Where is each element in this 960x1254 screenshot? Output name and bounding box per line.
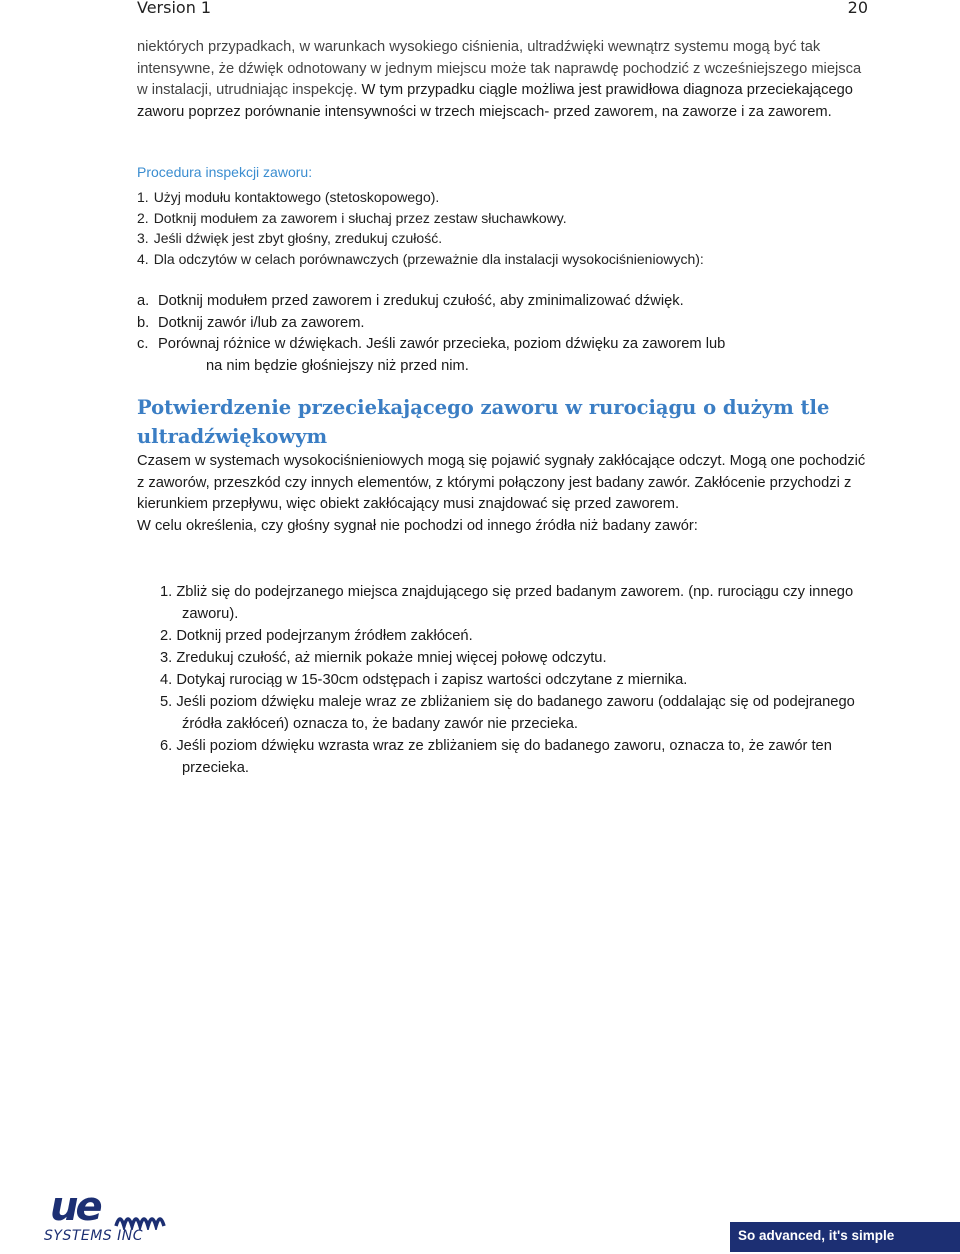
substep-text: Dotknij modułem przed zaworem i zredukuj czułość, aby zminimalizować dźwięk. [158, 293, 684, 309]
substep-label: b. [137, 314, 150, 331]
list-item: 1. Zbliż się do podejrzanego miejsca znajdującego się przed badanym zaworem. (np. rurociągu czy innego zaworu). [160, 584, 854, 622]
company-logo [42, 1184, 166, 1250]
step-text: Dla odczytów w celach porównawczych (przeważnie dla instalacji wysokociśnieniowych): [153, 250, 704, 267]
procedure-title: Procedura inspekcji zaworu: [137, 164, 313, 180]
page-number: 20 [847, 0, 868, 17]
substep-label: c. [137, 336, 149, 352]
page-header [0, 0, 960, 20]
list-item: 2. Dotknij przed podejrzanym źródłem zakłóceń. [160, 628, 473, 644]
step-text: Dotknij modułem za zaworem i słuchaj przez zestaw słuchawkowy. [153, 209, 567, 226]
list-item: 5. Jeśli poziom dźwięku maleje wraz ze zbliżaniem się do badanego zaworu (oddalając się od podejranego źródła zakłóceń) oznacza to, że badany zawór nie przecieka. [160, 694, 855, 732]
substep-text: Porównaj różnice w dźwiękach. Jeśli zawór przecieka, poziom dźwięku za zaworem lub [158, 336, 726, 352]
procedure-substeps [137, 291, 877, 377]
document-version: Version 1 [137, 0, 212, 17]
logo-subtitle: SYSTEMS INC [44, 1228, 144, 1244]
step-number: 2. [137, 209, 149, 226]
intro-paragraph [137, 37, 870, 123]
intro-text-part-1: niektórych przypadkach, w warunkach wysokiego ciśnienia, ultradźwięki wewnątrz systemu mogą być tak intensywne, że dźwięk odnotowany w jednym miejscu może tak naprawdę pochodzić z wcześniejszego miejsca w instalacji, utrudniając inspekcję. [137, 39, 862, 98]
section-paragraph: Czasem w systemach wysokociśnieniowych mogą się pojawić sygnały zakłócające odczyt. Mogą one pochodzić z zaworów, przeszkód czy innych elementów, z którymi połączony jest badany zawór. Zakłócenie przychodzi z kierunkiem przepływu, więc obiekt zakłócający musi znajdować się przed zaworem. [137, 453, 866, 512]
list-item [137, 291, 877, 313]
list-item: 4. Dotykaj rurociąg w 15-30cm odstępach i zapisz wartości odczytane z miernika. [160, 672, 688, 688]
procedure-steps [137, 187, 877, 269]
step-number: 3. [137, 230, 149, 246]
section-heading: Potwierdzenie przeciekającego zaworu w rurociągu o dużym tle ultradźwiękowym [137, 396, 830, 448]
section-paragraph-2: W celu określenia, czy głośny sygnał nie pochodzi od innego źródła niż badany zawór: [137, 517, 698, 534]
substep-label: a. [137, 293, 150, 309]
intro-text-part-2: W tym przypadku ciągle możliwa jest prawidłowa diagnoza przeciekającego zaworu poprzez porównanie intensywności w trzech miejscach- przed zaworem, na zaworze i za zaworem. [137, 82, 853, 120]
list-item [137, 334, 877, 356]
slogan-banner [730, 1222, 960, 1252]
page-footer [0, 1184, 960, 1254]
step-number: 4. [137, 250, 149, 267]
section-body [137, 451, 870, 537]
step-number: 1. [137, 189, 149, 205]
list-item [137, 208, 877, 229]
list-item: 3. Zredukuj czułość, aż miernik pokaże mniej więcej połowę odczytu. [160, 650, 607, 666]
list-item: 6. Jeśli poziom dźwięku wzrasta wraz ze zbliżaniem się do badanego zaworu, oznacza to, że zawór ten przecieka. [160, 738, 832, 776]
logo-wave-icon [114, 1208, 166, 1230]
list-item [137, 313, 877, 335]
list-item [137, 228, 877, 249]
list-item [137, 249, 877, 270]
logo-wordmark: ue [50, 1184, 100, 1230]
list-item [137, 187, 877, 208]
step-text: Użyj modułu kontaktowego (stetoskopowego). [153, 189, 440, 205]
verification-steps [160, 581, 880, 779]
step-text: Jeśli dźwięk jest zbyt głośny, zredukuj czułość. [153, 230, 443, 246]
substep-text: Dotknij zawór i/lub za zaworem. [158, 314, 365, 331]
slogan-text: So advanced, it's simple [738, 1228, 895, 1243]
substep-text-continued: na nim będzie głośniejszy niż przed nim. [206, 357, 469, 374]
list-item-continuation [137, 356, 877, 378]
